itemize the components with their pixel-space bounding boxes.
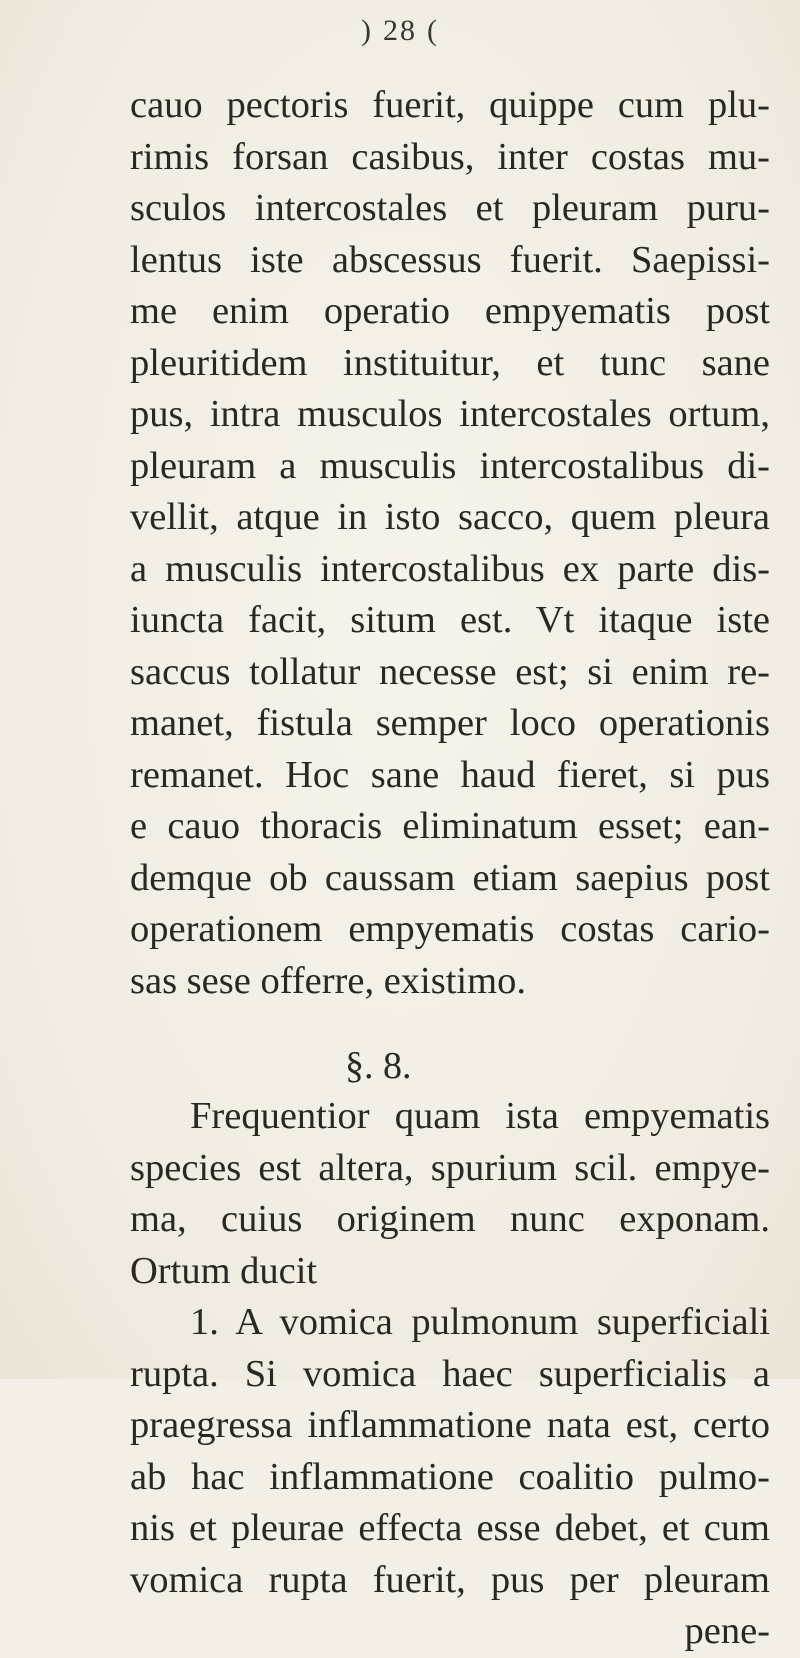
text-line: Frequentior quam ista empyematis: [190, 1095, 770, 1137]
text-line: lentus iste abscessus fuerit. Saepissi-: [130, 238, 770, 281]
text-line: operationem empyematis costas cario-: [130, 908, 770, 950]
text-line: nis et pleurae effecta esse debet, et cum: [130, 1507, 770, 1549]
text-line: iuncta facit, situm est. Vt itaque iste: [130, 599, 770, 641]
text-line: praegressa inflammatione nata est, certo: [130, 1404, 770, 1446]
page-number: 28: [383, 14, 417, 47]
text-line: 1. A vomica pulmonum superficiali: [190, 1301, 770, 1343]
text-line: demque ob caussam etiam saepius post: [130, 856, 770, 899]
text-line: ab hac inflammatione coalitio pulmo-: [130, 1455, 770, 1498]
catchword: pene-: [684, 1610, 770, 1652]
text-line: pus, intra musculos intercostales ortum,: [130, 393, 770, 435]
text-line: rupta. Si vomica haec superficialis a: [130, 1352, 770, 1395]
text-line: saccus tollatur necesse est; si enim re-: [130, 650, 770, 693]
text-line: cauo pectoris fuerit, quippe cum plu-: [130, 84, 770, 126]
paragraph-1: [130, 80, 770, 1007]
text-line: me enim operatio empyematis post: [130, 290, 770, 332]
text-line: manet, fistula semper loco operationis: [130, 702, 770, 744]
text-line: pleuritidem instituitur, et tunc sane: [130, 341, 770, 384]
text-line: ma, cuius originem nunc exponam.: [130, 1198, 770, 1240]
text-line: sas sese offerre, existimo.: [130, 959, 526, 1002]
text-line: remanet. Hoc sane haud fieret, si pus: [130, 753, 770, 796]
section-heading: §. 8.: [345, 1045, 412, 1087]
text-line: vomica rupta fuerit, pus per pleuram: [130, 1558, 770, 1601]
page-header: [0, 14, 800, 48]
header-right-paren: (: [427, 14, 439, 47]
text-line: pleuram a musculis intercostalibus di-: [130, 444, 770, 487]
text-line: e cauo thoracis eliminatum esset; ean-: [130, 805, 770, 847]
text-line: vellit, atque in isto sacco, quem pleura: [130, 496, 770, 538]
text-line: Ortum ducit: [130, 1249, 318, 1292]
paragraph-2: [130, 1091, 770, 1297]
text-line: a musculis intercostalibus ex parte dis-: [130, 547, 770, 590]
text-line: species est altera, spurium scil. empye-: [130, 1146, 770, 1189]
text-line: sculos intercostales et pleuram puru-: [130, 187, 770, 229]
body-text: [130, 80, 770, 1658]
text-line: rimis forsan casibus, inter costas mu-: [130, 135, 770, 178]
header-left-paren: ): [361, 14, 373, 47]
paragraph-3: [130, 1297, 770, 1658]
